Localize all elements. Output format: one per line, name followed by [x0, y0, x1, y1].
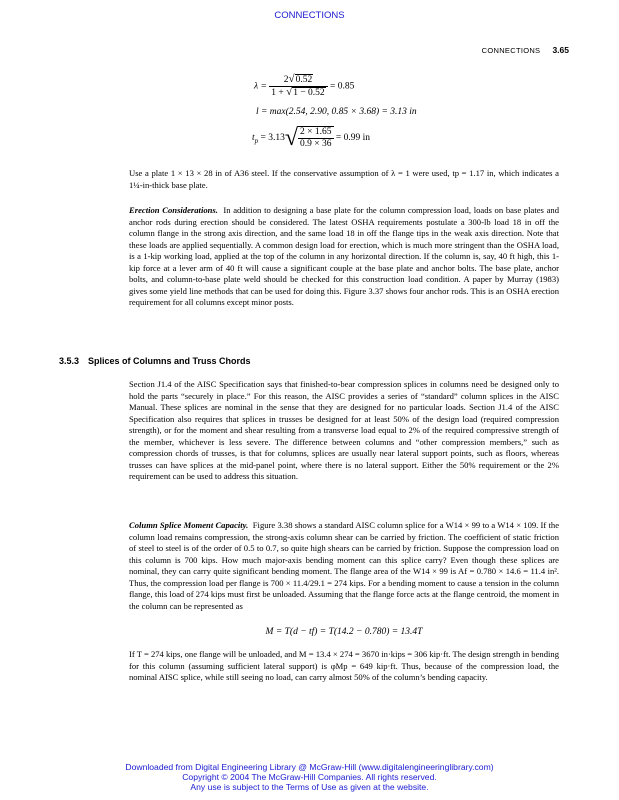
tp-lhs: t [252, 133, 255, 144]
page-number: 3.65 [552, 45, 569, 55]
lambda-equation [254, 74, 354, 99]
splice-text: Figure 3.38 shows a standard AISC column splice for a W14 × 99 to a W14 × 109. If the column load remains compression, the strong-axis column shear can be carried by friction. The coefficient of static friction of steel to steel is of the order of 0.5 to 0.7, so quite high shears can be carried by friction. Suppose the compression load on this column is 700 kips. How much major-axis bending moment can this splice carry? Even though these splices are nominal, they can carry quite significant bending moment. The flange area of the W14 × 99 is Af = 0.780 × 14.6 = 11.4 in². Thus, the compression load per flange is 700 × 11.4/29.1 = 274 kips. For a bending moment to cause a tension in the column flange, this load of 274 kips must first be unloaded. Assuming that the flange force acts at the flange centroid, the moment in the column can be represented as [129, 520, 560, 611]
erection-lead: Erection Considerations. [129, 205, 218, 215]
tp-num: 2 × 1.65 [300, 127, 332, 137]
tp-result: = 0.99 in [335, 133, 371, 144]
final-paragraph: If T = 274 kips, one flange will be unloaded, and M = 13.4 × 274 = 3670 in·kips = 306 kip·ft. The design strength in bending for this column (assuming sufficient lateral support) is φMp = 649 kip·ft. Thus, because of the compression load, the nominal AISC splice, while still seeing no load, can carry almost 50% of the column’s bending capacity. [129, 649, 559, 683]
lambda-lhs: λ = [254, 81, 267, 92]
top-link[interactable]: CONNECTIONS [274, 10, 345, 21]
splice-lead: Column Splice Moment Capacity. [129, 520, 249, 530]
erection-paragraph [129, 205, 559, 309]
footer-copyright: Copyright © 2004 The McGraw-Hill Companies. All rights reserved. [182, 772, 437, 782]
lambda-den-radicand: 1 − 0.52 [293, 88, 325, 98]
tp-lhs-sub: p [254, 137, 259, 146]
running-head-title: CONNECTIONS [481, 46, 541, 55]
footer-download-link[interactable]: Downloaded from Digital Engineering Library @ McGraw-Hill (www.digitalengineeringlibrary.com) [125, 762, 494, 772]
lambda-fraction: $\frac{2√0.52}{1 + √1 - 0.52}$ [269, 74, 327, 99]
running-head [482, 45, 569, 55]
tp-coef: = 3.13 [260, 133, 285, 144]
lambda-num-radicand: 0.52 [295, 75, 313, 85]
lambda-result: = 0.85 [330, 81, 355, 92]
splice-paragraph [129, 520, 559, 612]
plate-paragraph: Use a plate 1 × 13 × 28 in of A36 steel. If the conservative assumption of λ = 1 were used, tp = 1.17 in, which indicates a 1¼-in-thick base plate. [129, 168, 559, 190]
tp-equation [252, 126, 370, 150]
lambda-num-coef: 2 [283, 75, 289, 85]
tp-sqrt: √ $\frac{2 \times 1.65}{0.9 \times 36}$ [284, 125, 332, 151]
moment-equation: M = T(d − tf) = T(14.2 − 0.780) = 13.4T [265, 627, 423, 637]
section-heading [59, 356, 251, 366]
tp-den: 0.9 × 36 [300, 139, 332, 149]
erection-text: In addition to designing a base plate for the column compression load, loads on base plates and anchor rods during erection should be considered. The latest OSHA requirements postulate a 300-lb load 18 in off the column flange in the strong axis direction, and the same load 18 in off the flange tips in the weak axis direction. Note that these loads are applied sequentially. A common design load for erection, which is much more stringent than the OSHA load, is a 1-kip working load, applied at the top of the column in any horizontal direction. If the column is, say, 40 ft high, this 1-kip force at a lever arm of 40 ft will cause a significant couple at the base plate and anchor bolts. The base plate, anchor bolts, and column-to-base plate weld should be checked for this construction load condition. A paper by Murray (1983) gives some yield line methods that can be used for doing this. Figure 3.37 shows four anchor rods. This is an OSHA erection requirement for all columns except minor posts. [129, 205, 559, 308]
footer-terms: Any use is subject to the Terms of Use as given at the website. [190, 782, 429, 792]
section-paragraph: Section J1.4 of the AISC Specification says that finished-to-bear compression splices in columns need be designed only to hold the parts “securely in place.” For this reason, the AISC provides a series of “standard” column splices in the AISC Manual. These splices are nominal in the sense that they are designed for no particular loads. Section J1.4 of the AISC Specification also requires that splices in trusses be designed for at least 50% of the design load (required compression strength), or for the moment and shear resulting from a transverse load equal to 2% of the required compressive strength of the member, whichever is less severe. The difference between columns and “other compression members,” such as compression chords of trusses, is that for columns, splices are usually near lateral support points, such as floors, whereas trusses can have splices at the mid-panel point, where there is no lateral support. Either the 50% requirement or the 2% requirement can be used to address this situation. [129, 379, 559, 482]
l-equation: l = max(2.54, 2.90, 0.85 × 3.68) = 3.13 in [256, 107, 417, 117]
lambda-den-pre: 1 + [271, 88, 284, 98]
section-title: Splices of Columns and Truss Chords [88, 356, 251, 366]
section-number: 3.5.3 [59, 356, 80, 366]
